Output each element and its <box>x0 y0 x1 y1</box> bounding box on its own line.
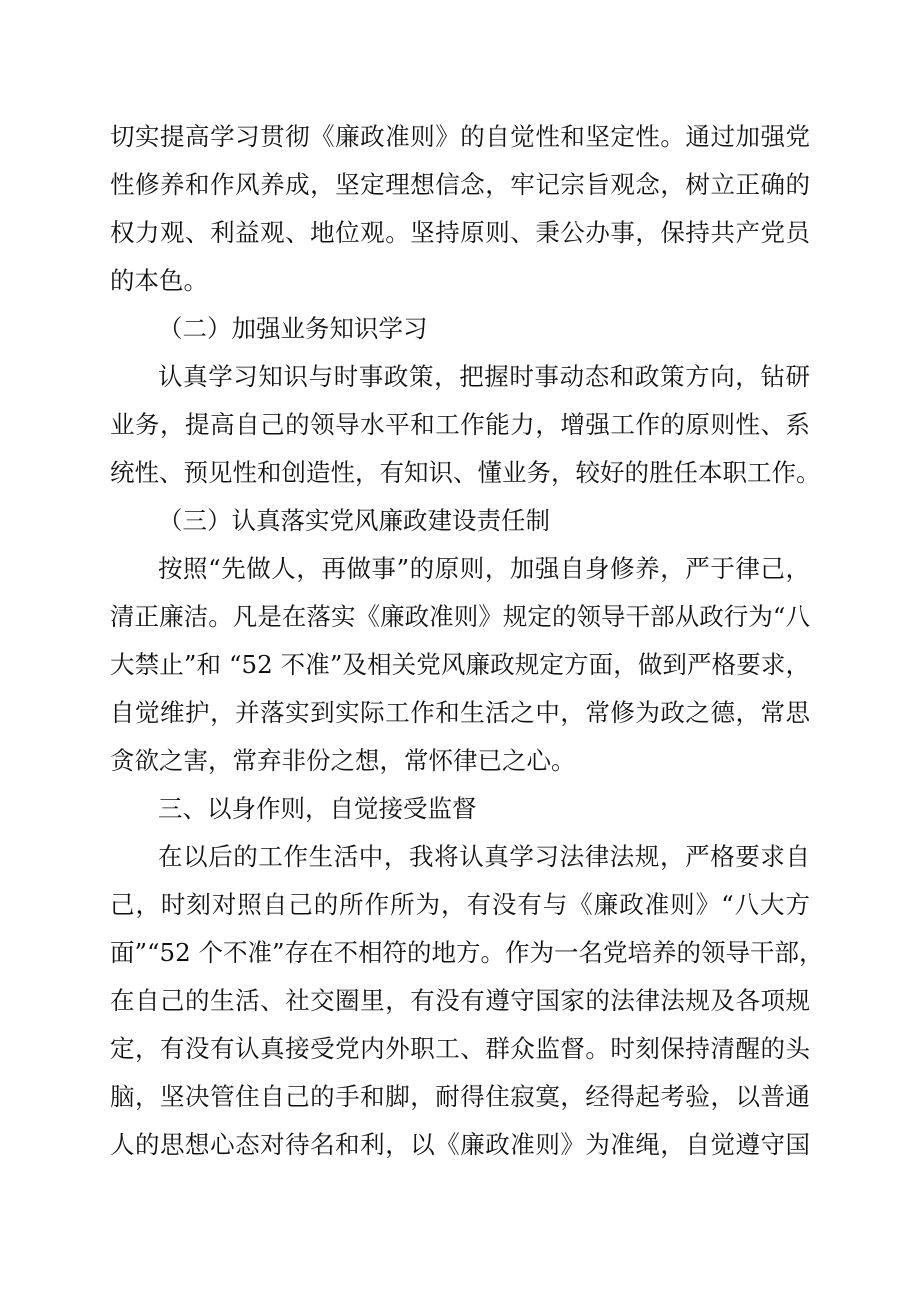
paragraph-line: 在自己的生活、社交圈里，有没有遵守国家的法律法规及各项规 <box>110 986 810 1015</box>
paragraph-line: 的本色。 <box>110 266 208 295</box>
paragraph-line: 业务，提高自己的领导水平和工作能力，增强工作的原则性、系 <box>110 410 810 439</box>
paragraph-line: 面”“52 个不准”存在不相符的地方。作为一名党培养的领导干部， <box>110 938 824 967</box>
paragraph-line: 己，时刻对照自己的所作所为，有没有与《廉政准则》“八大方 <box>110 890 810 919</box>
paragraph-line: 清正廉洁。凡是在落实《廉政准则》规定的领导干部从政行为“八 <box>110 602 810 631</box>
paragraph-line: 统性、预见性和创造性，有知识、懂业务，较好的胜任本职工作。 <box>110 458 821 487</box>
paragraph-line: 在以后的工作生活中，我将认真学习法律法规，严格要求自 <box>158 842 810 871</box>
paragraph-line: 定，有没有认真接受党内外职工、群众监督。时刻保持清醒的头 <box>110 1034 810 1063</box>
section-heading: （三）认真落实党风廉政建设责任制 <box>158 506 550 535</box>
section-heading: （二）加强业务知识学习 <box>158 314 428 343</box>
paragraph-line: 贪欲之害，常弃非份之想，常怀律已之心。 <box>110 746 576 775</box>
paragraph-line: 按照“先做人，再做事”的原则，加强自身修养，严于律己， <box>158 554 810 583</box>
paragraph-line: 权力观、利益观、地位观。坚持原则、秉公办事，保持共产党员 <box>110 218 810 247</box>
paragraph-line: 切实提高学习贯彻《廉政准则》的自觉性和坚定性。通过加强党 <box>110 122 810 151</box>
paragraph-line: 脑，坚决管住自己的手和脚，耐得住寂寞，经得起考验，以普通 <box>110 1082 810 1111</box>
paragraph-line: 性修养和作风养成，坚定理想信念，牢记宗旨观念，树立正确的 <box>110 170 810 199</box>
paragraph-line: 认真学习知识与时事政策，把握时事动态和政策方向，钻研 <box>158 362 810 391</box>
paragraph-line: 自觉维护，并落实到实际工作和生活之中，常修为政之德，常思 <box>110 698 810 727</box>
section-heading: 三、以身作则，自觉接受监督 <box>158 794 477 823</box>
paragraph-line: 大禁止”和 “52 不准”及相关党风廉政规定方面，做到严格要求， <box>110 650 810 679</box>
paragraph-line: 人的思想心态对待名和利，以《廉政准则》为准绳，自觉遵守国 <box>110 1130 810 1159</box>
